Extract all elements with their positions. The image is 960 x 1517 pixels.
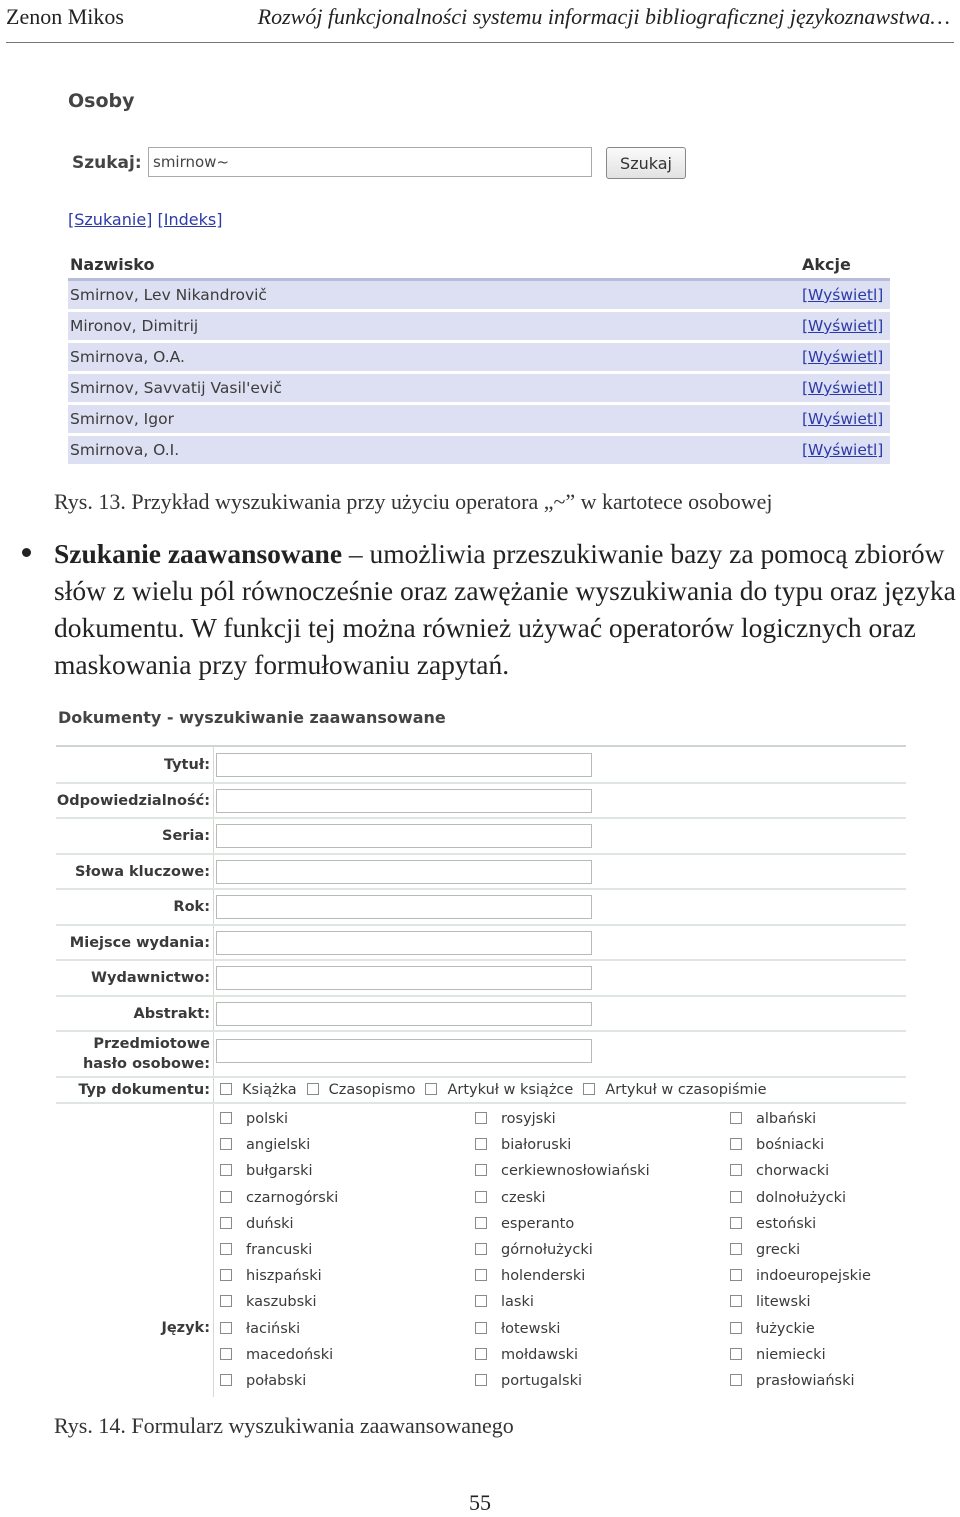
language-text: łużyckie [756,1320,815,1337]
form-row [56,855,906,891]
language-text: esperanto [501,1215,575,1232]
checkbox[interactable] [730,1348,742,1360]
persons-title: Osoby [68,90,135,112]
checkbox[interactable] [475,1269,487,1281]
body-paragraph [54,535,958,683]
link-search[interactable]: [Szukanie] [68,210,153,229]
language-option[interactable] [730,1320,871,1346]
language-option[interactable] [730,1372,871,1398]
language-option[interactable] [475,1372,650,1398]
column-header-actions: Akcje [800,250,890,280]
language-option[interactable] [475,1346,650,1372]
checkbox[interactable] [730,1243,742,1255]
advanced-search-title: Dokumenty - wyszukiwanie zaawansowane [58,708,446,727]
doc-type-option[interactable] [583,1082,766,1098]
language-text: bułgarski [246,1163,313,1180]
language-option[interactable] [730,1293,871,1319]
language-text: mołdawski [501,1346,579,1363]
checkbox[interactable] [475,1374,487,1386]
doc-type-option[interactable] [425,1082,573,1098]
form-row [56,961,906,997]
persons-search-screenshot [62,80,894,472]
field-label: Miejsce wydania: [69,934,210,951]
language-option[interactable] [220,1372,338,1398]
table-row [68,404,890,435]
subject-label [56,1034,210,1074]
language-label: Język: [161,1320,210,1336]
language-option[interactable] [730,1215,871,1241]
view-link[interactable]: [Wyświetl] [802,441,884,459]
language-text: duński [246,1215,294,1232]
bullet-icon [22,548,31,557]
table-row [68,280,890,311]
language-option[interactable] [475,1320,650,1346]
language-option[interactable] [730,1110,871,1136]
actions-cell [800,435,890,466]
language-text: laski [501,1294,534,1311]
language-text: kaszubski [246,1294,317,1311]
checkbox[interactable] [307,1083,319,1095]
language-text: górnołużycki [501,1241,593,1258]
link-index[interactable]: [Indeks] [157,210,223,229]
form-row [56,890,906,926]
form-row [56,819,906,855]
language-option[interactable] [730,1136,871,1162]
language-option[interactable] [220,1162,338,1188]
checkbox[interactable] [475,1138,487,1150]
language-option[interactable] [475,1162,650,1188]
language-text: holenderski [501,1268,586,1285]
language-option[interactable] [730,1267,871,1293]
language-text: połabski [246,1372,307,1389]
checkbox[interactable] [730,1217,742,1229]
column-header-name: Nazwisko [68,250,800,280]
language-text: bośniacki [756,1137,825,1154]
checkbox[interactable] [475,1322,487,1334]
doc-type-text: Książka [242,1082,297,1098]
checkbox[interactable] [475,1217,487,1229]
field-input[interactable] [216,789,592,813]
language-text: hiszpański [246,1268,322,1285]
field-label: Odpowiedzialność: [56,792,210,809]
language-text: rosyjski [501,1111,556,1127]
view-link[interactable]: [Wyświetl] [802,286,884,304]
language-option[interactable] [220,1346,338,1372]
checkbox[interactable] [220,1243,232,1255]
language-option[interactable] [220,1136,338,1162]
search-input[interactable] [148,147,592,177]
checkbox[interactable] [730,1269,742,1281]
view-link[interactable]: [Wyświetl] [802,348,884,366]
language-text: macedoński [246,1346,334,1363]
language-text: łotewski [501,1320,561,1337]
person-name: Mironov, Dimitrij [68,311,800,342]
language-text: francuski [246,1241,313,1258]
checkbox[interactable] [730,1164,742,1176]
checkbox[interactable] [220,1112,232,1124]
subject-label-line2: hasło osobowe: [82,1056,210,1072]
language-option[interactable] [475,1110,650,1136]
checkbox[interactable] [475,1243,487,1255]
checkbox[interactable] [583,1083,595,1095]
checkbox[interactable] [220,1164,232,1176]
checkbox[interactable] [475,1112,487,1124]
field-label: Słowa kluczowe: [75,863,210,880]
field-label: Tytuł: [163,757,210,773]
subject-person-input[interactable] [216,1039,592,1063]
field-input[interactable] [216,753,592,777]
view-link[interactable]: [Wyświetl] [802,379,884,397]
field-input[interactable] [216,1002,592,1026]
language-option[interactable] [475,1215,650,1241]
language-text: polski [246,1111,289,1127]
doc-type-label: Typ dokumentu: [78,1082,210,1098]
field-input[interactable] [216,895,592,919]
view-link[interactable]: [Wyświetl] [802,317,884,335]
language-option[interactable] [475,1136,650,1162]
checkbox[interactable] [220,1322,232,1334]
language-option[interactable] [475,1241,650,1267]
field-label: Wydawnictwo: [91,970,210,986]
checkbox[interactable] [220,1295,232,1307]
checkbox[interactable] [220,1083,232,1095]
field-label: Seria: [162,828,210,844]
language-option[interactable] [730,1346,871,1372]
language-text: angielski [246,1137,311,1154]
checkbox[interactable] [220,1269,232,1281]
language-option[interactable] [220,1110,338,1136]
checkbox[interactable] [475,1191,487,1203]
actions-cell [800,404,890,435]
checkbox[interactable] [475,1348,487,1360]
subject-label-line1: Przedmiotowe [93,1036,210,1052]
view-link[interactable]: [Wyświetl] [802,410,884,428]
table-row [68,373,890,404]
language-text: estoński [756,1215,817,1232]
field-input[interactable] [216,824,592,848]
paragraph-term: Szukanie zaawansowane [54,538,343,569]
language-option[interactable] [730,1189,871,1215]
checkbox[interactable] [730,1112,742,1124]
language-option[interactable] [475,1267,650,1293]
table-row [68,342,890,373]
person-name: Smirnov, Igor [68,404,800,435]
language-option[interactable] [220,1189,338,1215]
doc-type-text: Artykuł w czasopiśmie [605,1082,767,1098]
person-name: Smirnova, O.I. [68,435,800,466]
language-text: litewski [756,1294,811,1311]
doc-type-text: Artykuł w książce [447,1082,574,1098]
language-text: czarnogórski [246,1189,339,1206]
checkbox[interactable] [730,1322,742,1334]
advanced-search-screenshot [56,702,906,1396]
table-row [68,311,890,342]
language-option[interactable] [220,1241,338,1267]
language-option[interactable] [220,1320,338,1346]
person-name: Smirnova, O.A. [68,342,800,373]
figure-caption-14: Rys. 14. Formularz wyszukiwania zaawansowanego [54,1413,514,1438]
subject-row [56,1032,906,1078]
header-author: Zenon Mikos [6,4,124,29]
language-option[interactable] [220,1215,338,1241]
language-option[interactable] [220,1293,338,1319]
language-column [220,1110,338,1398]
checkbox[interactable] [730,1191,742,1203]
checkbox[interactable] [730,1374,742,1386]
checkbox[interactable] [220,1217,232,1229]
checkbox[interactable] [730,1295,742,1307]
results-table [68,250,890,467]
field-label: Abstrakt: [133,1005,210,1022]
form-top-divider [56,745,906,747]
language-text: niemiecki [756,1346,826,1363]
field-label: Rok: [173,899,210,915]
field-input[interactable] [216,860,592,884]
page-number: 55 [469,1490,491,1515]
language-text: grecki [756,1241,801,1258]
form-row [56,997,906,1033]
nav-links [68,210,222,229]
language-text: dolnołużycki [756,1189,847,1206]
doc-type-options [220,1082,777,1098]
actions-cell [800,342,890,373]
language-text: indoeuropejskie [756,1268,871,1285]
language-option[interactable] [220,1267,338,1293]
doc-type-option[interactable] [220,1082,297,1098]
language-text: portugalski [501,1372,583,1389]
language-text: chorwacki [756,1163,830,1180]
checkbox[interactable] [425,1083,437,1095]
doc-type-option[interactable] [307,1082,416,1098]
language-column [475,1110,650,1398]
language-option[interactable] [475,1189,650,1215]
header-title: Rozwój funkcjonalności systemu informacji bibliograficznej językoznawstwa… [257,4,950,29]
language-option[interactable] [730,1241,871,1267]
actions-cell [800,280,890,311]
paragraph-text: – umożliwia przeszukiwanie bazy za pomocą zbiorów słów z wielu pól równocześnie oraz zawężanie wyszukiwania do typu oraz języka dokumentu. W funkcji tej można również używać operatorów logicznych oraz maskowania przy formułowaniu zapytań. [54,538,956,680]
checkbox[interactable] [475,1295,487,1307]
person-name: Smirnov, Savvatij Vasil'evič [68,373,800,404]
checkbox[interactable] [475,1164,487,1176]
doc-type-text: Czasopismo [328,1082,416,1098]
search-label: Szukaj: [72,153,142,173]
language-column [730,1110,871,1398]
checkbox[interactable] [220,1374,232,1386]
actions-cell [800,373,890,404]
language-text: białoruski [501,1137,572,1154]
figure-caption-13: Rys. 13. Przykład wyszukiwania przy użyciu operatora „~” w kartotece osobowej [54,489,773,514]
field-input[interactable] [216,931,592,955]
language-option[interactable] [475,1293,650,1319]
language-text: cerkiewnosłowiański [501,1163,650,1180]
checkbox[interactable] [220,1191,232,1203]
field-input[interactable] [216,966,592,990]
language-text: prasłowiański [756,1372,855,1389]
checkbox[interactable] [220,1348,232,1360]
checkbox[interactable] [220,1138,232,1150]
language-text: albański [756,1111,817,1127]
search-button[interactable]: Szukaj [606,147,686,179]
form-row [56,926,906,962]
running-header [6,0,954,43]
language-text: czeski [501,1189,546,1206]
form-row [56,748,906,784]
language-text: łaciński [246,1320,301,1337]
form-row [56,784,906,820]
language-option[interactable] [730,1162,871,1188]
actions-cell [800,311,890,342]
table-row [68,435,890,466]
checkbox[interactable] [730,1138,742,1150]
person-name: Smirnov, Lev Nikandrovič [68,280,800,311]
